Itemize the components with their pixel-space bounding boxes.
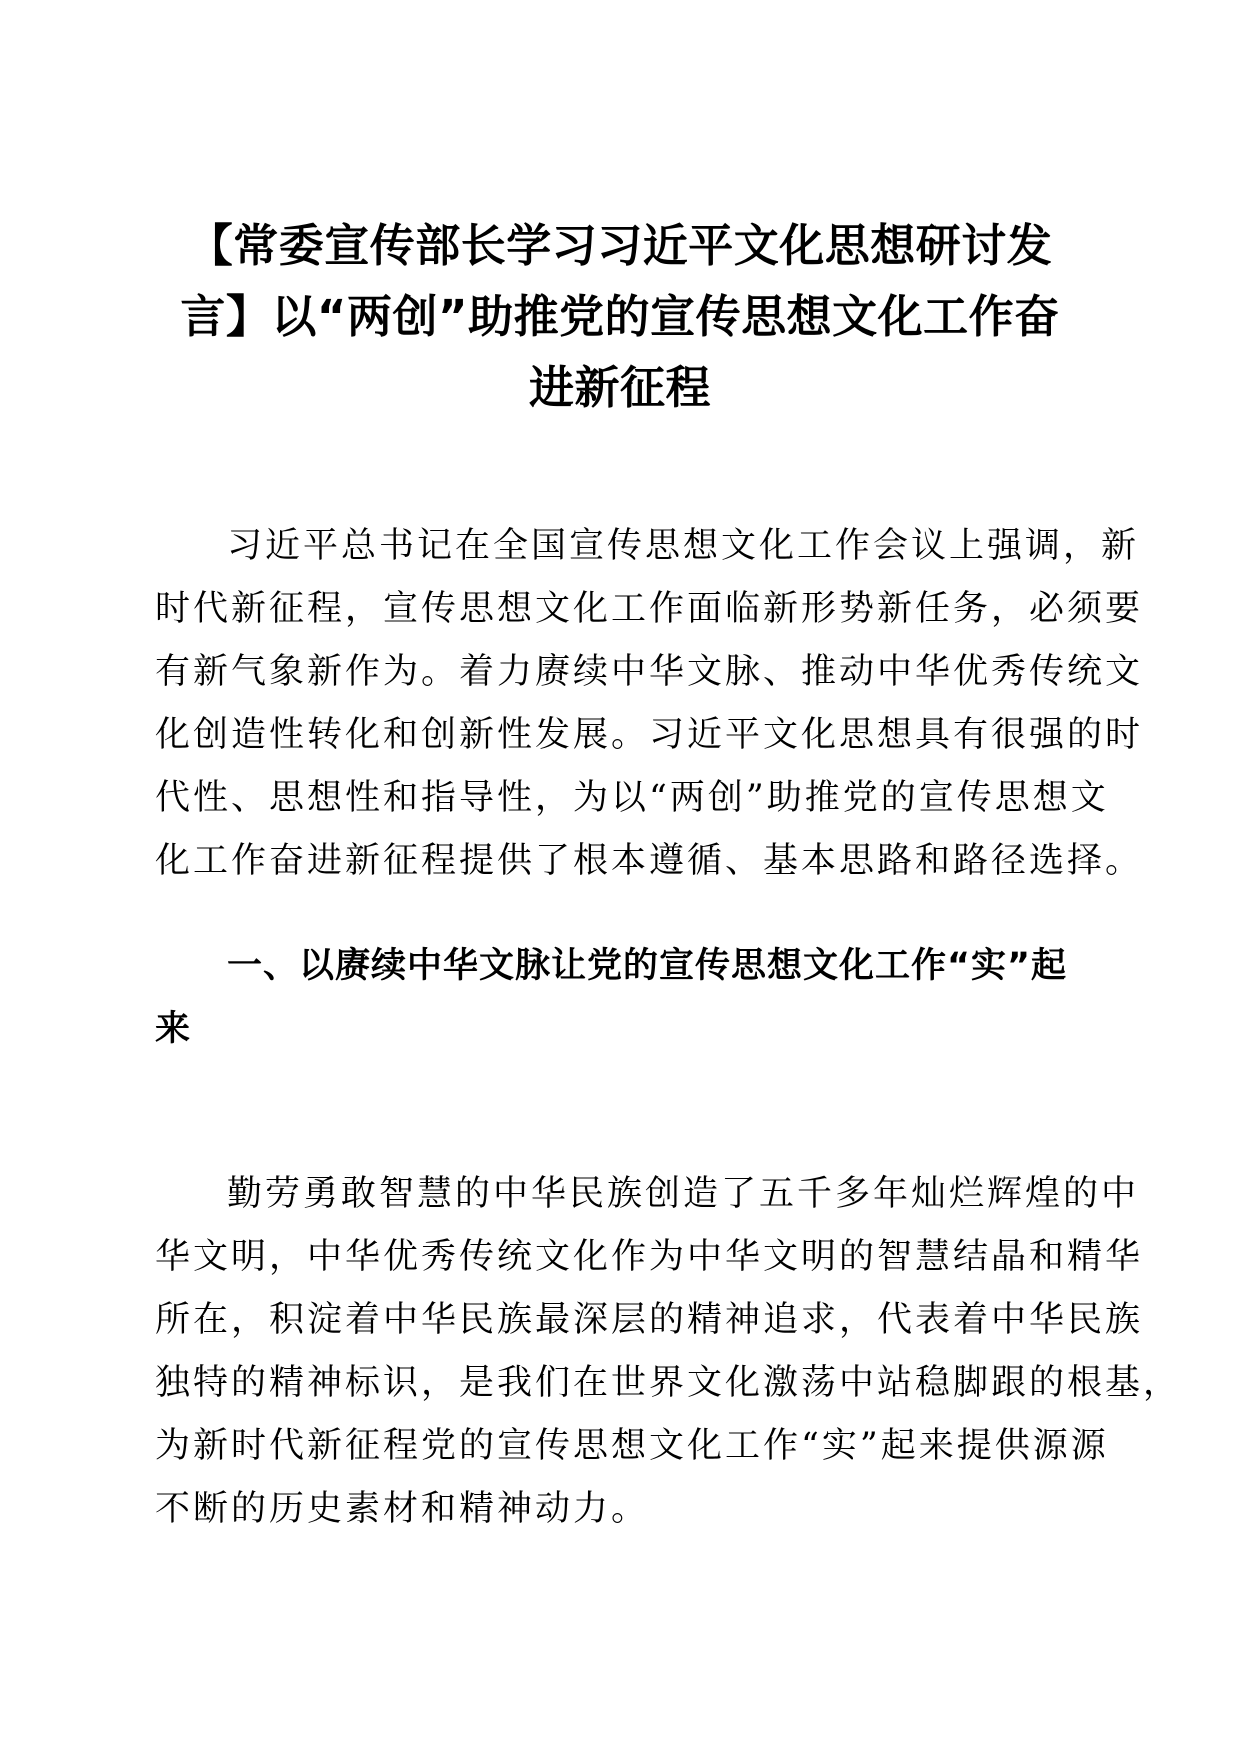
section-1-heading xyxy=(155,935,1080,1061)
title-line: 【常委宣传部长学习习近平文化思想研讨发 xyxy=(187,219,1053,272)
document-title xyxy=(150,210,1090,423)
paragraph-line: 化创造性转化和创新性发展。习近平文化思想具有很强的时 xyxy=(155,715,1144,755)
paragraph-line: 勤劳勇敢智慧的中华民族创造了五千多年灿烂辉煌的中 xyxy=(227,1174,1140,1214)
title-line: 进新征程 xyxy=(528,361,711,414)
paragraph-line: 不断的历史素材和精神动力。 xyxy=(155,1489,650,1529)
paragraph-line: 为新时代新征程党的宣传思想文化工作“实”起来提供源源 xyxy=(155,1426,1109,1466)
heading-line: 来 xyxy=(155,1009,192,1049)
intro-paragraph xyxy=(155,515,1144,893)
paragraph-line: 时代新征程，宣传思想文化工作面临新形势新任务，必须要 xyxy=(155,589,1144,629)
paragraph-line: 所在，积淀着中华民族最深层的精神追求，代表着中华民族 xyxy=(155,1300,1144,1340)
paragraph-line: 华文明，中华优秀传统文化作为中华文明的智慧结晶和精华 xyxy=(155,1237,1144,1277)
title-line: 言】以“两创”助推党的宣传思想文化工作奋 xyxy=(180,290,1060,343)
paragraph-line: 独特的精神标识，是我们在世界文化激荡中站稳脚跟的根基， xyxy=(155,1363,1182,1403)
paragraph-line: 代性、思想性和指导性，为以“两创”助推党的宣传思想文 xyxy=(155,778,1109,818)
paragraph-line: 有新气象新作为。着力赓续中华文脉、推动中华优秀传统文 xyxy=(155,652,1144,692)
paragraph-line: 习近平总书记在全国宣传思想文化工作会议上强调，新 xyxy=(227,526,1140,566)
section-1-paragraph xyxy=(155,1163,1182,1541)
heading-line: 一、以赓续中华文脉让党的宣传思想文化工作“实”起 xyxy=(227,946,1068,986)
paragraph-line: 化工作奋进新征程提供了根本遵循、基本思路和路径选择。 xyxy=(155,841,1144,881)
